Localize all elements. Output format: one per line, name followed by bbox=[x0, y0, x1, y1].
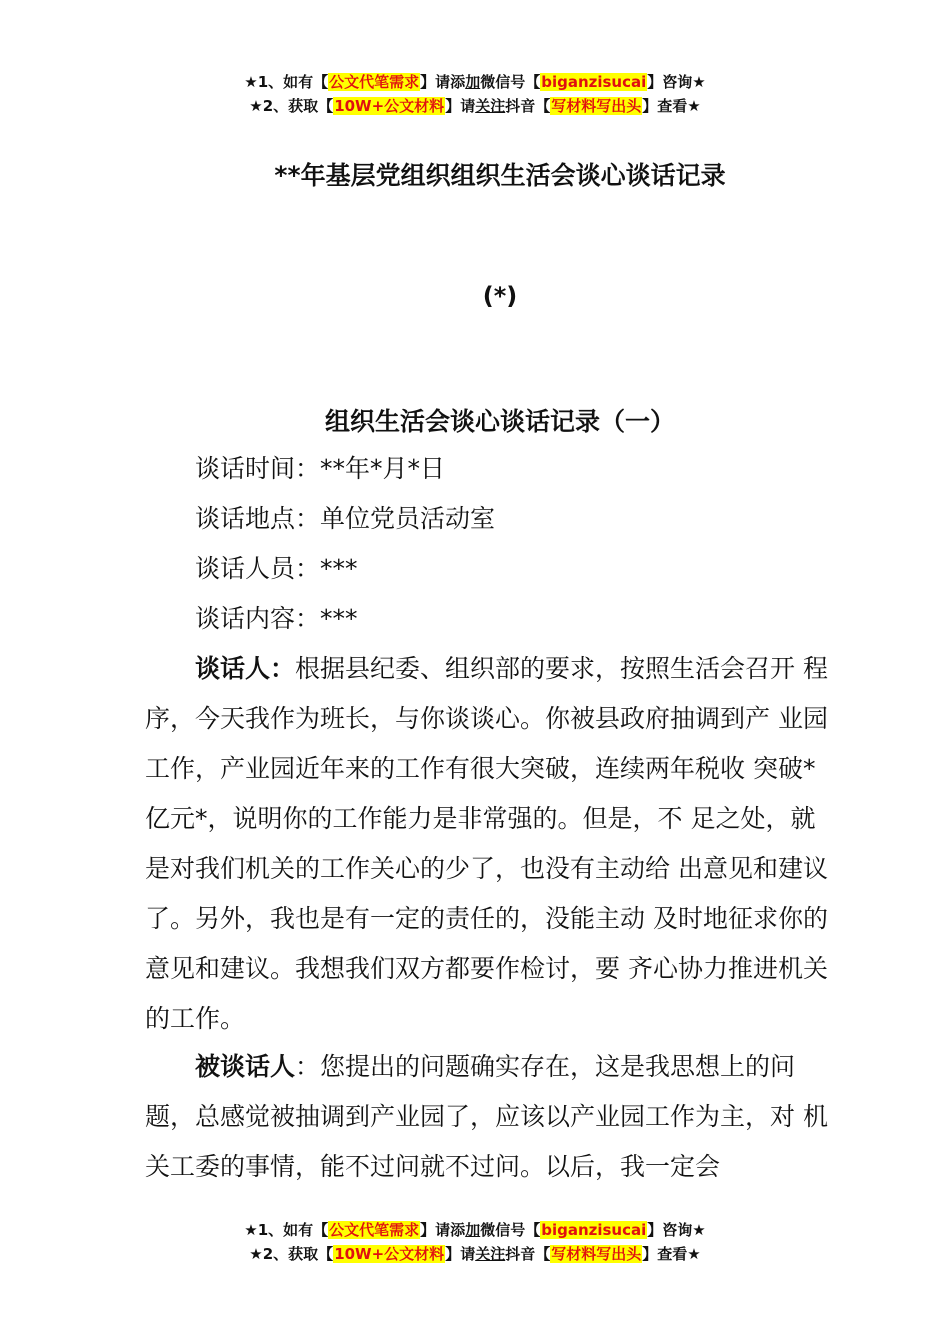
banner-line-2: ★2、获取【10W+公文材料】请关注抖音【写材料写出头】查看★ bbox=[249, 97, 701, 115]
footer-banner bbox=[0, 1218, 950, 1266]
header-banner bbox=[0, 70, 950, 118]
meta-people: 谈话人员：*** bbox=[195, 554, 358, 583]
banner-highlight: biganzisucai bbox=[541, 73, 647, 91]
banner-highlight: biganzisucai bbox=[541, 1221, 647, 1239]
section-title: 组织生活会谈心谈话记录（一） bbox=[324, 407, 675, 436]
banner-highlight: 写材料写出头 bbox=[551, 97, 642, 115]
banner-highlight: 10W+公文材料 bbox=[334, 1245, 445, 1263]
meta-content: 谈话内容：*** bbox=[195, 604, 358, 633]
meta-place: 谈话地点：单位党员活动室 bbox=[195, 504, 496, 533]
dialogue-paragraph-interviewer bbox=[145, 644, 835, 1044]
dialogue-paragraph-interviewee bbox=[145, 1042, 835, 1192]
banner-line-1: ★1、如有【公文代笔需求】请添加微信号【biganzisucai】咨询★ bbox=[244, 1221, 706, 1239]
dialogue-text: ：您提出的问题确实存在，这是我思想上的问 题，总感觉被抽调到产业园了，应该以产业园工作为主，对 机关工委的事情，能不过问就不过问。以后，我一定会 bbox=[145, 1052, 828, 1181]
speaker-label: 被谈话人 bbox=[195, 1052, 296, 1081]
document-marker: (*) bbox=[482, 282, 518, 310]
banner-highlight: 公文代笔需求 bbox=[329, 73, 420, 91]
meta-time: 谈话时间：**年*月*日 bbox=[195, 454, 446, 483]
banner-highlight: 写材料写出头 bbox=[551, 1245, 642, 1263]
meeting-meta bbox=[145, 444, 835, 644]
speaker-label: 谈话人： bbox=[195, 654, 296, 683]
banner-highlight: 公文代笔需求 bbox=[329, 1221, 420, 1239]
banner-line-2: ★2、获取【10W+公文材料】请关注抖音【写材料写出头】查看★ bbox=[249, 1245, 701, 1263]
dialogue-text: 根据县纪委、组织部的要求，按照生活会召开 程序，今天我作为班长，与你谈谈心。你被县政府抽调到产 业园工作，产业园近年来的工作有很大突破，连续两年税收 突破*亿元*，说明你的工作能力是非常强的。但是，不 足之处，就是对我们机关的工作关心的少了，也没有主动给 出意见和建议了。另外，我也是有一定的责任的，没能主动 及时地征求你的意见和建议。我想我们双方都要作检讨，要 齐心协力推进机关的工作。 bbox=[145, 654, 828, 1033]
banner-line-1: ★1、如有【公文代笔需求】请添加微信号【biganzisucai】咨询★ bbox=[244, 73, 706, 91]
document-title: **年基层党组织组织生活会谈心谈话记录 bbox=[274, 161, 726, 190]
banner-highlight: 10W+公文材料 bbox=[334, 97, 445, 115]
